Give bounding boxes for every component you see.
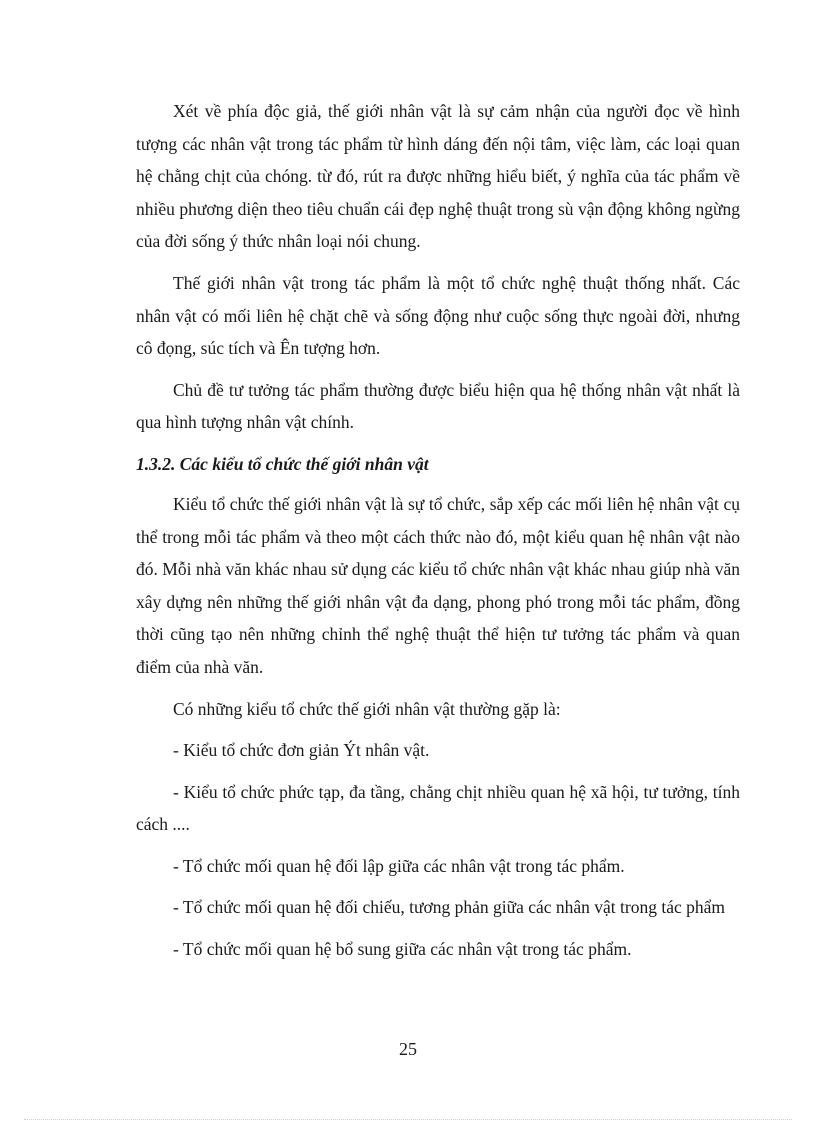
paragraph-common-types-intro: Có những kiểu tổ chức thế giới nhân vật thường gặp là: [173,698,561,719]
page-bottom-divider [24,1119,792,1120]
paragraph-reader-perspective: Xét về phía độc giả, thế giới nhân vật là sự cảm nhận của người đọc về hình tượng các nhân vật trong tác phẩm từ hình dáng đến nội tâm, việc làm, các loại quan hệ chằng chịt của chóng. từ đó, rút ra được những hiểu biết, ý nghĩa của tác phẩm về nhiều phương diện theo tiêu chuẩn cái đẹp nghệ thuật trong sù vận động không ngừng của đời sống ý thức nhân loại nói chung. [136,101,740,252]
list-item: - Tổ chức mối quan hệ đối chiếu, tương phản giữa các nhân vật trong tác phẩm [173,897,726,918]
section-heading: 1.3.2. Các kiểu tổ chức thế giới nhân vật [136,453,429,474]
paragraph-theme-expression: Chủ đề tư tưởng tác phẩm thường được biểu hiện qua hệ thống nhân vật nhất là qua hình tượng nhân vật chính. [136,379,740,433]
list-item: - Kiểu tổ chức phức tạp, đa tầng, chằng chịt nhiều quan hệ xã hội, tư tưởng, tính cách .... [136,781,740,835]
paragraph-unified-organization: Thế giới nhân vật trong tác phẩm là một tổ chức nghệ thuật thống nhất. Các nhân vật có mối liên hệ chặt chẽ và sống động như cuộc sống thực ngoài đời, nhưng cô đọng, súc tích và Ên tượng hơn. [136,272,740,359]
list-item: - Tổ chức mối quan hệ đối lập giữa các nhân vật trong tác phẩm. [173,855,625,876]
page-number: 25 [399,1039,417,1059]
paragraph-organization-definition: Kiểu tổ chức thế giới nhân vật là sự tổ chức, sắp xếp các mối liên hệ nhân vật cụ thể trong mỗi tác phẩm và theo một cách thức nào đó, một kiểu quan hệ nhân vật nào đó. Mỗi nhà văn khác nhau sử dụng các kiểu tổ chức nhân vật khác nhau giúp nhà văn xây dựng nên những thế giới nhân vật đa dạng, phong phó trong mỗi tác phẩm, đồng thời cũng tạo nên những chỉnh thể nghệ thuật thể hiện tư tưởng tác phẩm và quan điểm của nhà văn. [136,493,740,677]
page-body [136,95,740,975]
list-item: - Tổ chức mối quan hệ bổ sung giữa các nhân vật trong tác phẩm. [173,939,632,960]
list-item: - Kiểu tổ chức đơn giản Ýt nhân vật. [173,740,430,761]
